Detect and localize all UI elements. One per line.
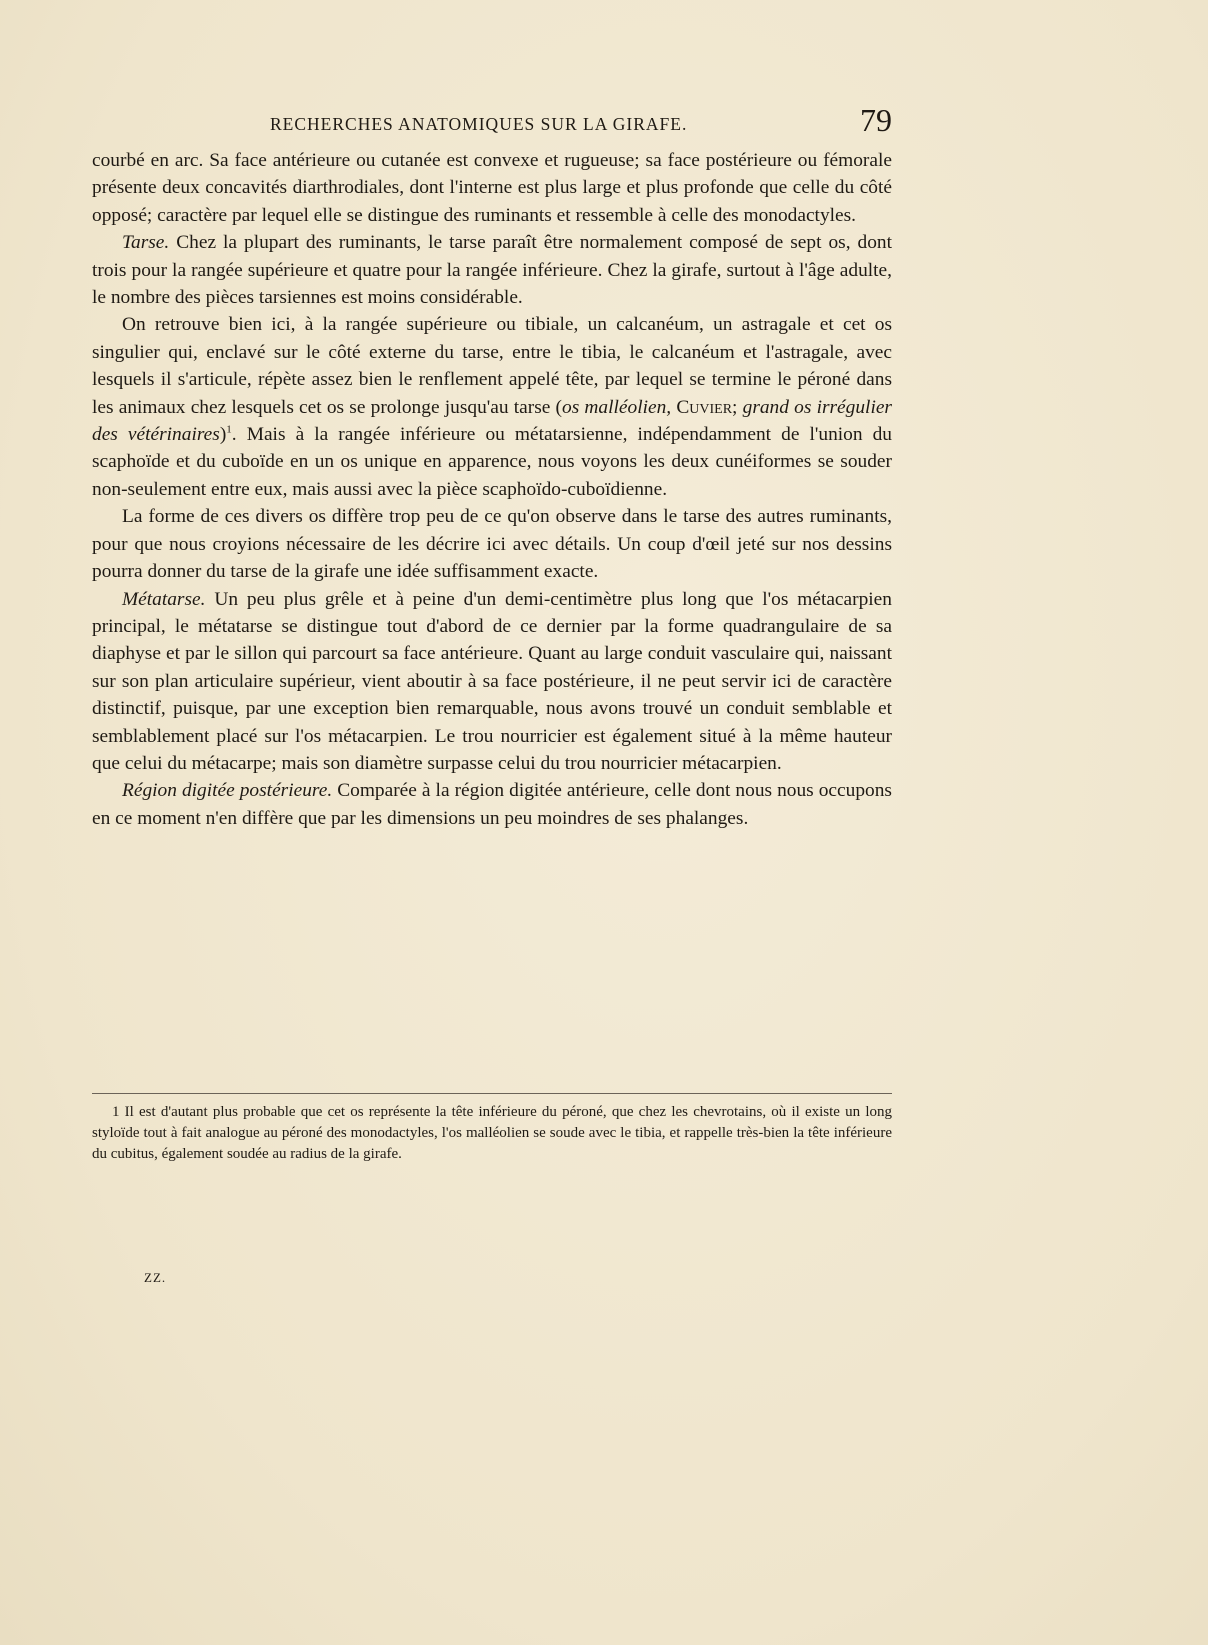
footnote-ref: 1 — [226, 423, 232, 436]
paragraph-1: courbé en arc. Sa face antérieure ou cutanée est convexe et rugueuse; sa face postérieure ou fémorale présente deux concavités diarthrodiales, dont l'interne est plus large et plus profonde que celle du côté opposé; caractère par lequel elle se distingue des ruminants et ressemble à celle des monodactyles. — [92, 150, 892, 226]
heading-metatarse: Métatarse. — [122, 588, 206, 610]
paragraph-region-digitee — [92, 777, 892, 832]
term-grand-os: grand os irrégulier des vétérinaires — [92, 396, 892, 446]
author-cuvier: Cuvier — [671, 396, 733, 418]
term-os-malleolien: os malléolien, — [562, 396, 672, 418]
footnote-marker: 1 — [112, 1104, 120, 1120]
paragraph-metatarse-text: Un peu plus grêle et à peine d'un demi-centimètre plus long que l'os métacarpien principal, le métatarse se distingue tout d'abord de ce dernier par la forme quadrangulaire de sa diaphyse et par le sillon qui parcourt sa face antérieure. Quant au large conduit vasculaire qui, naissant sur son plan articulaire supérieur, vient aboutir à sa face postérieure, il ne peut servir ici de caractère distinctif, puisque, par une exception bien remarquable, nous avons trouvé un conduit semblable et semblablement placé sur l'os métacarpien. Le trou nourricier est également situé à la même hauteur que celui du métacarpe; mais son diamètre surpasse celui du trou nourricier métacarpien. — [92, 588, 892, 774]
signature-mark: ZZ. — [144, 1270, 167, 1285]
paragraph-metatarse — [92, 586, 892, 778]
paragraph-4: La forme de ces divers os diffère trop peu de ce qu'on observe dans le tarse des autres ruminants, pour que nous croyions nécessaire de les décrire ici avec détails. Un coup d'œil jeté sur nos dessins pourra donner du tarse de la girafe une idée suffisamment exacte. — [92, 506, 892, 583]
footnote-text: Il est d'autant plus probable que cet os représente la tête inférieure du péroné, que chez les chevrotains, où il existe un long styloïde tout à fait analogue au péroné des monodactyles, l'os malléolien se soude avec le tibia, et rappelle très-bien la tête inférieure du cubitus, également soudée au radius de la girafe. — [92, 1104, 892, 1162]
page-number: 79 — [860, 102, 892, 138]
separator: ; — [732, 396, 743, 418]
running-title: RECHERCHES ANATOMIQUES SUR LA GIRAFE. — [270, 114, 688, 134]
paragraph-region-digitee-text: Comparée à la région digitée antérieure, celle dont nous nous occupons en ce moment n'en diffère que par les dimensions un peu moindres de ses phalanges. — [92, 780, 892, 829]
body-text — [92, 147, 892, 832]
footnote — [92, 1102, 892, 1164]
paragraph-3-text-a: On retrouve bien ici, à la rangée supérieure ou tibiale, un calcanéum, un astragale et cet os singulier qui, enclavé sur le côté externe du tarse, entre le tibia, le calcanéum et l'astragale, avec lesquels il s'articule, répète assez bien le renflement appelé tête, par lequel se termine le péroné dans les animaux chez lesquels cet os se prolonge jusqu'au tarse ( — [92, 314, 892, 418]
heading-tarse: Tarse. — [122, 232, 170, 254]
heading-region-digitee: Région digitée postérieure. — [122, 780, 333, 802]
footnote-divider — [92, 1093, 892, 1094]
close-paren: ) — [219, 424, 227, 446]
footnote-1 — [92, 1102, 892, 1164]
paragraph-tarse-text: Chez la plupart des ruminants, le tarse paraît être normalement composé de sept os, dont trois pour la rangée supérieure et quatre pour la rangée inférieure. Chez la girafe, surtout à l'âge adulte, le nombre des pièces tarsiennes est moins considérable. — [92, 232, 892, 309]
paragraph-tarse — [92, 229, 892, 311]
paragraph-3-text-b: . Mais à la rangée inférieure ou métatarsienne, indépendamment de l'union du scaphoïde et du cuboïde en un os unique en apparence, nous voyons les deux cunéiformes se souder non-seulement entre eux, mais aussi avec la pièce scaphoïdo-cuboïdienne. — [92, 424, 892, 500]
paragraph-3 — [92, 311, 892, 503]
page-header — [92, 102, 892, 144]
